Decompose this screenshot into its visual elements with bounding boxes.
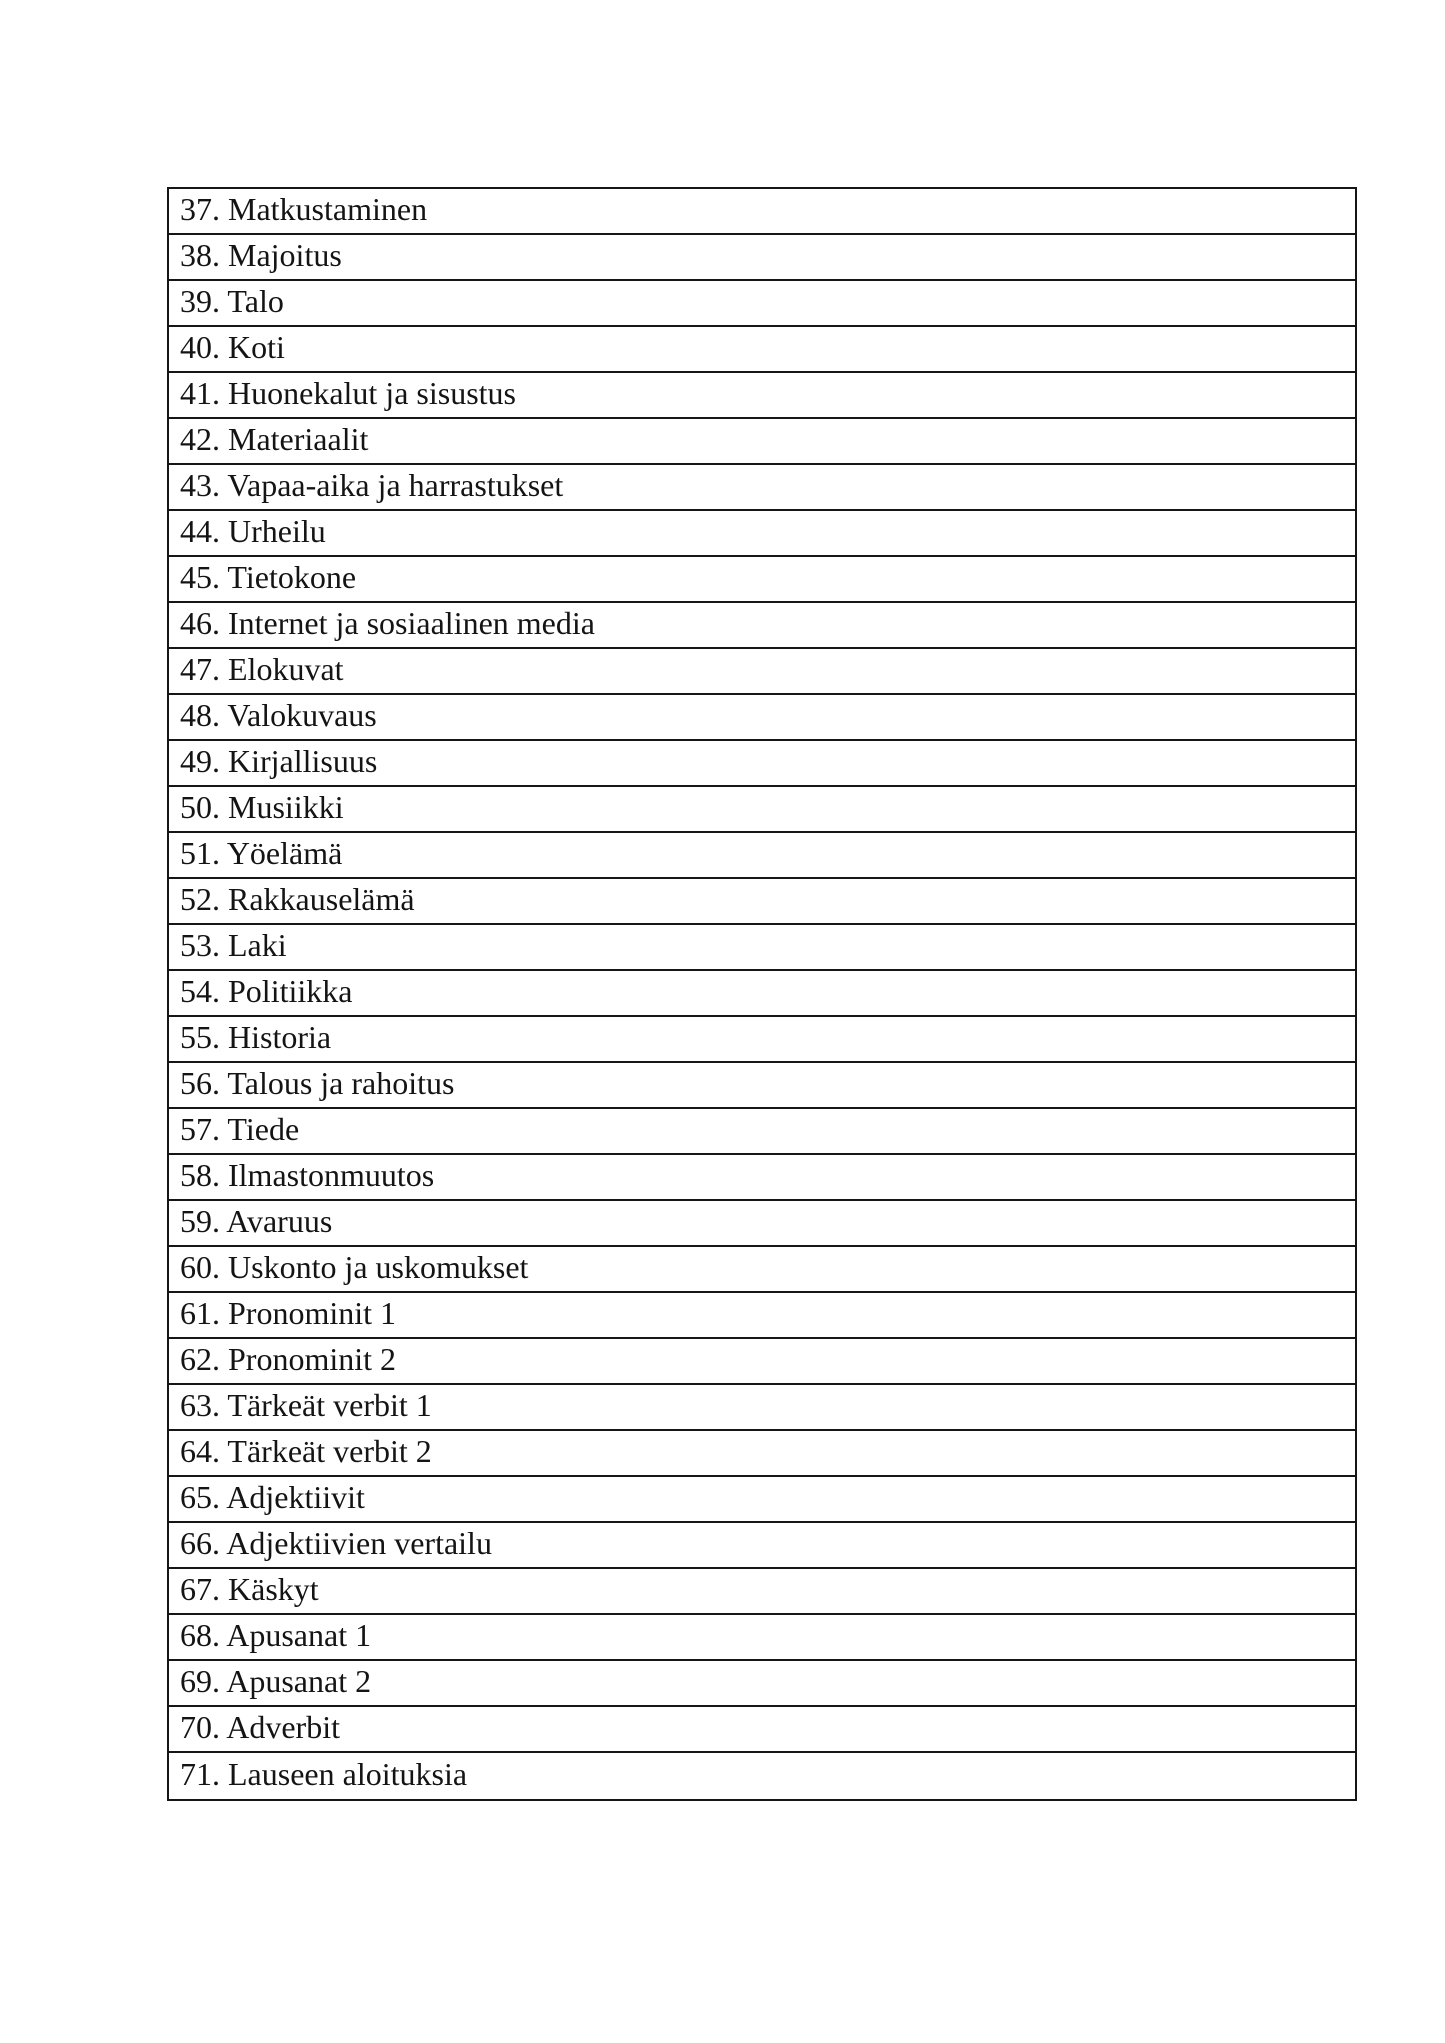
toc-row: 48. Valokuvaus [169, 695, 1355, 741]
toc-row: 54. Politiikka [169, 971, 1355, 1017]
toc-row: 56. Talous ja rahoitus [169, 1063, 1355, 1109]
toc-row: 58. Ilmastonmuutos [169, 1155, 1355, 1201]
toc-row: 69. Apusanat 2 [169, 1661, 1355, 1707]
toc-row: 47. Elokuvat [169, 649, 1355, 695]
toc-row: 60. Uskonto ja uskomukset [169, 1247, 1355, 1293]
toc-row: 42. Materiaalit [169, 419, 1355, 465]
toc-row: 70. Adverbit [169, 1707, 1355, 1753]
toc-table [167, 187, 1357, 1801]
toc-row: 49. Kirjallisuus [169, 741, 1355, 787]
toc-row: 39. Talo [169, 281, 1355, 327]
toc-row: 62. Pronominit 2 [169, 1339, 1355, 1385]
toc-row: 46. Internet ja sosiaalinen media [169, 603, 1355, 649]
toc-row: 65. Adjektiivit [169, 1477, 1355, 1523]
toc-row: 43. Vapaa-aika ja harrastukset [169, 465, 1355, 511]
toc-row: 37. Matkustaminen [169, 189, 1355, 235]
toc-row: 44. Urheilu [169, 511, 1355, 557]
toc-row: 51. Yöelämä [169, 833, 1355, 879]
toc-row: 63. Tärkeät verbit 1 [169, 1385, 1355, 1431]
toc-row: 61. Pronominit 1 [169, 1293, 1355, 1339]
toc-row: 40. Koti [169, 327, 1355, 373]
toc-row: 59. Avaruus [169, 1201, 1355, 1247]
toc-row: 41. Huonekalut ja sisustus [169, 373, 1355, 419]
toc-row: 67. Käskyt [169, 1569, 1355, 1615]
toc-row: 55. Historia [169, 1017, 1355, 1063]
toc-row: 45. Tietokone [169, 557, 1355, 603]
toc-row: 71. Lauseen aloituksia [180, 1756, 468, 1793]
toc-row: 38. Majoitus [169, 235, 1355, 281]
toc-row: 64. Tärkeät verbit 2 [169, 1431, 1355, 1477]
toc-row: 68. Apusanat 1 [169, 1615, 1355, 1661]
toc-row: 57. Tiede [169, 1109, 1355, 1155]
toc-row: 66. Adjektiivien vertailu [169, 1523, 1355, 1569]
toc-row: 52. Rakkauselämä [169, 879, 1355, 925]
toc-row: 53. Laki [169, 925, 1355, 971]
toc-row: 50. Musiikki [169, 787, 1355, 833]
